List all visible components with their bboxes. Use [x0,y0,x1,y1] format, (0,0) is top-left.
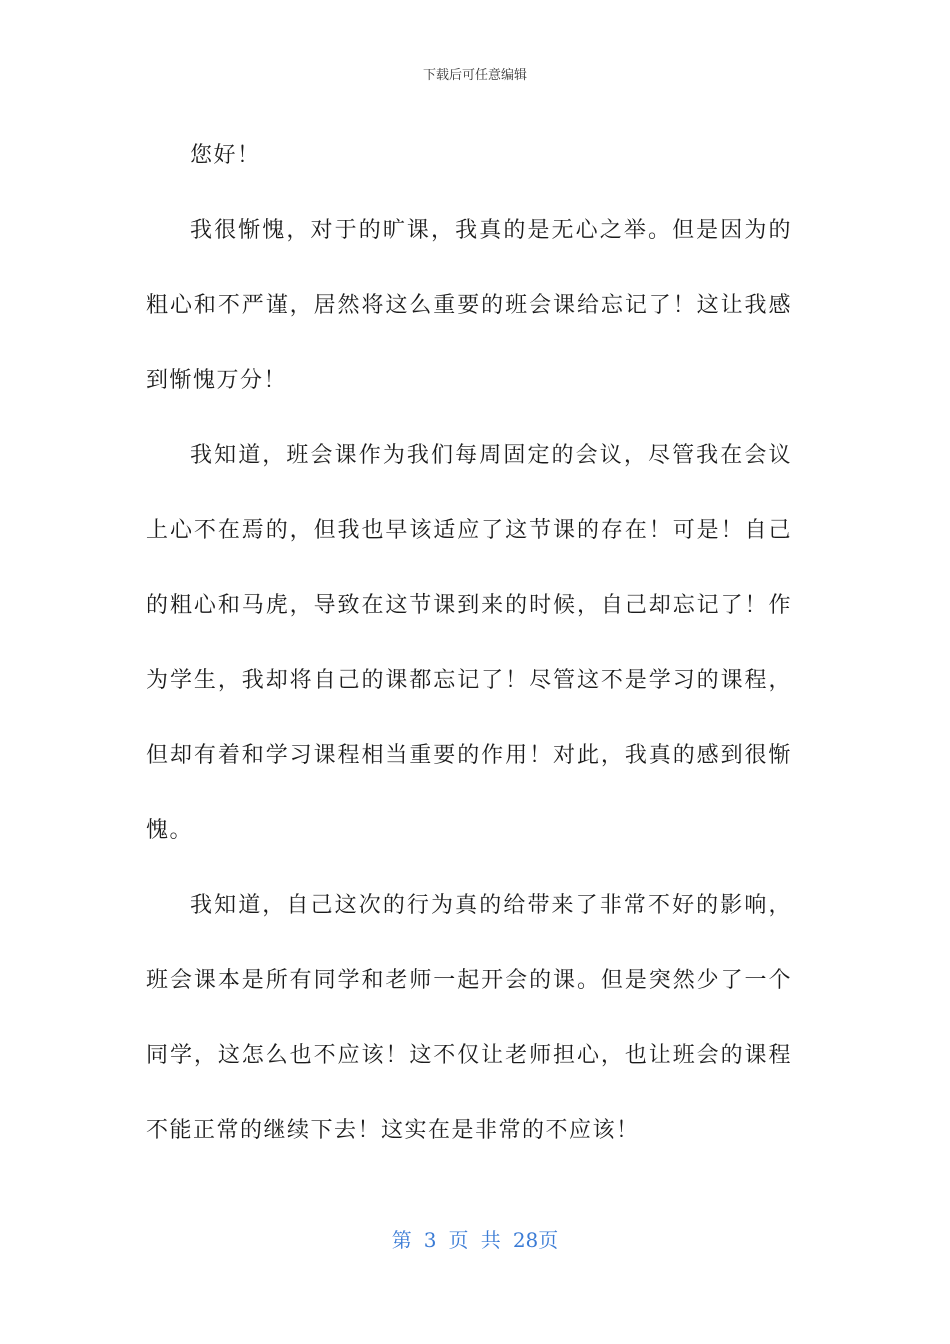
paragraph-apology: 我很惭愧，对于的旷课，我真的是无心之举。但是因为的粗心和不严谨，居然将这么重要的班会课给忘记了！这让我感到惭愧万分！ [146,218,792,393]
paragraph-reflection: 我知道，班会课作为我们每周固定的会议，尽管我在会议上心不在焉的，但我也早该适应了这节课的存在！可是！自己的粗心和马虎，导致在这节课到来的时候，自己却忘记了！作为学生，我却将自己的课都忘记了！尽管这不是学习的课程，但却有着和学习课程相当重要的作用！对此，我真的感到很惭愧。 [146,443,792,843]
footer-total-pages: 28页 [512,1228,559,1252]
paragraph-greeting: 您好！ [190,143,261,168]
footer-prefix: 第 [391,1228,412,1252]
footer-page-number: 3 [423,1228,437,1252]
page-header [0,64,950,83]
page-footer [0,1224,950,1253]
paragraph-impact: 我知道，自己这次的行为真的给带来了非常不好的影响，班会课本是所有同学和老师一起开会的课。但是突然少了一个同学，这怎么也不应该！这不仅让老师担心，也让班会的课程不能正常的继续下去！这实在是非常的不应该！ [146,893,792,1143]
footer-middle: 页 共 [448,1228,501,1252]
header-note: 下载后可任意编辑 [422,68,527,83]
document-body [146,118,792,1168]
